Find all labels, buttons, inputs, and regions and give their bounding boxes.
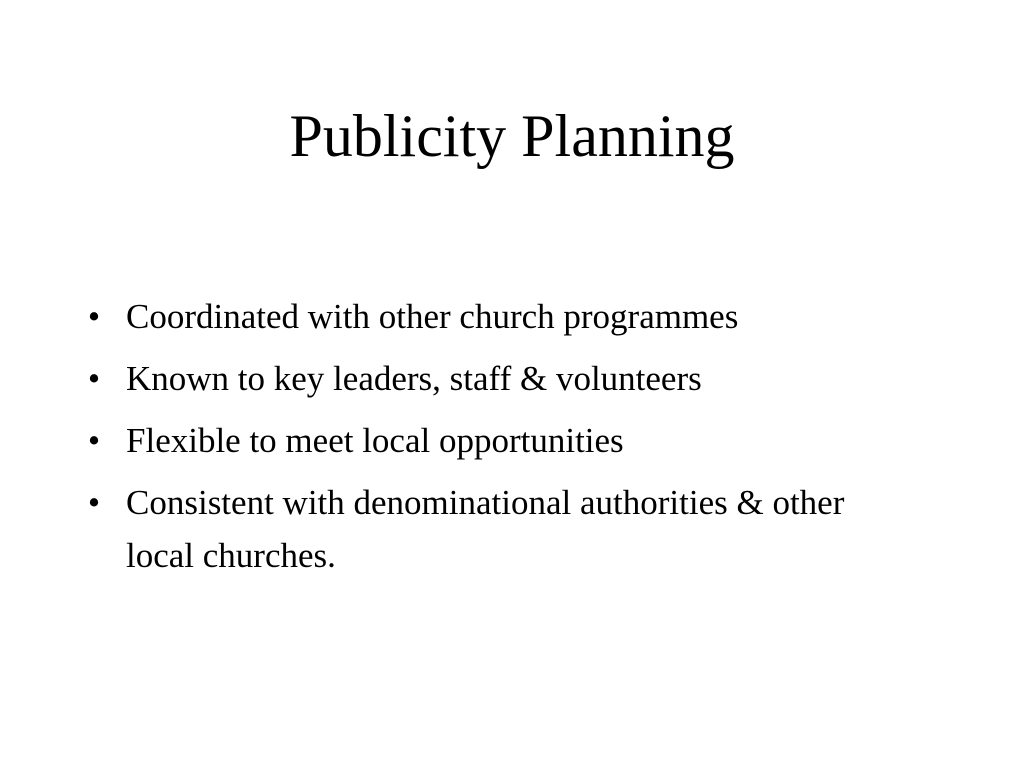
bullet-text: Consistent with denominational authorities & other local churches. [126,483,845,575]
bullet-icon: • [87,483,101,522]
bullet-text: Known to key leaders, staff & volunteers [126,359,702,398]
bullet-item [84,414,884,467]
bullet-icon: • [87,297,101,336]
bullet-icon: • [87,421,101,460]
bullet-text: Coordinated with other church programmes [126,297,739,336]
bullet-item [84,352,884,405]
bullet-item [84,290,884,343]
bullet-icon: • [87,359,101,398]
bullet-list [84,290,884,591]
slide-title: Publicity Planning [289,103,735,169]
bullet-text: Flexible to meet local opportunities [126,421,624,460]
bullet-item [84,476,884,582]
